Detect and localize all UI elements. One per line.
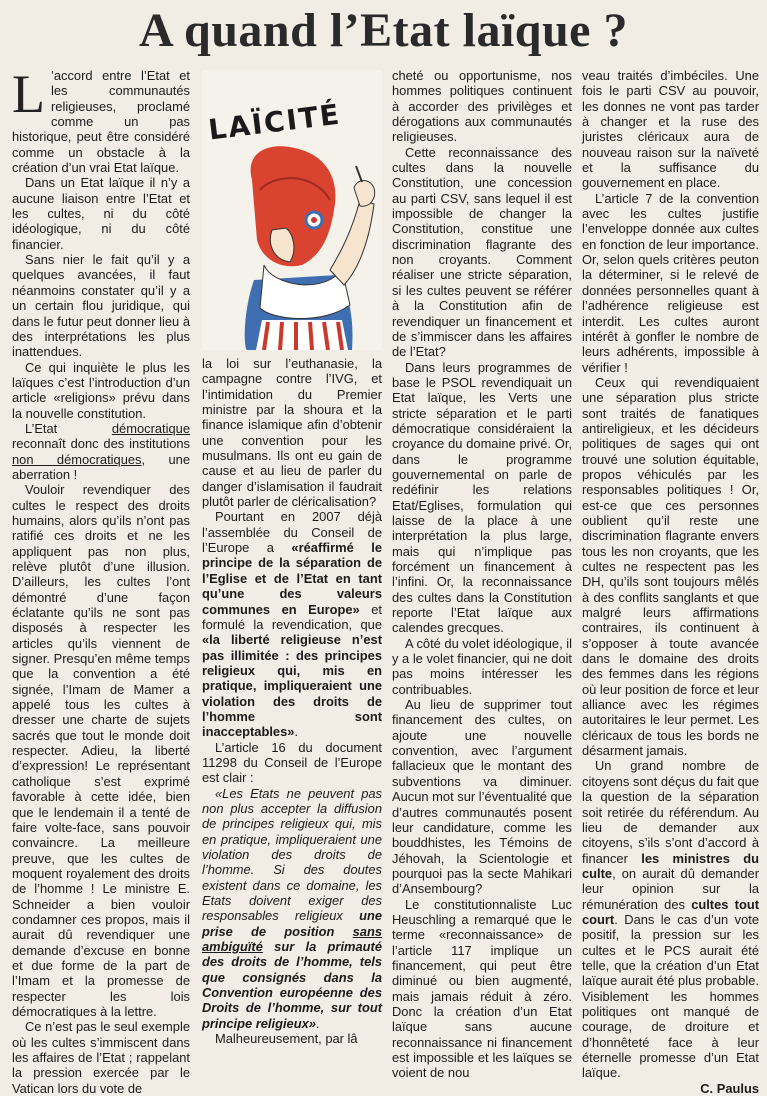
paragraph: Un grand nombre de citoyens sont déçus du fait que la question de la séparation soit retirée du référendum. Au lieu de demander aux citoyens, s’ils s’ont d’accord à financer les ministres du culte, on aurait dû demander leur opinion sur la rémunération des cultes tout court. Dans le cas d’un vote positif, la pression sur les cultes et le PCS aurait été telle, que la création d’un Etat laïque aurait été plus probable. Visiblement les hommes politiques ont manqué de courage, de droiture et d’honnêteté face à leur éternelle promesse d’un Etat laïque. bbox=[582, 758, 760, 1081]
paragraph: Vouloir revendiquer des cultes le respect des droits humains, alors qu’ils n’ont pas ratifié ces droits et ne les appliquent pas non plus, relève plutôt d’une illusion. D’ailleurs, les cultes l’ont démontré d’une façon éclatante qu’ils ne sont pas disposés à respecter les articles qu’ils viennent de signer. Presqu’en même temps que la convention a été signée, l’Imam de Mamer a appelé tous les cultes à dresser une charte de sujets sacrés que tout le monde doit respecter. Adieu, la liberté d’expression! Le représentant catholique s’est exprimé favorable à cette idée, bien que le lendemain il a tenté de faire volte-face, sans pouvoir convaincre. La meilleure preuve, que les cultes de moquent royalement des droits de l’homme ! Le ministre E. Schneider a bien vouloir condamner ces propos, mais il aurait dû revendiquer une demande d’excuse en bonne et due forme de la part de l’Imam et la promesse de respecter les lois démocratiques à la lettre. bbox=[12, 482, 190, 1019]
article-column-4 bbox=[582, 68, 759, 1096]
paragraph: Sans nier le fait qu’il y a quelques avancées, il faut néanmoins constater qu’il y a un certain flou juridique, qui dans le futur peut donner lieu à des interprétations les plus inattendues. bbox=[12, 252, 190, 360]
paragraph: L ’accord entre l’Etat et les communautés religieuses, proclamé comme un pas historique, peut être considéré comme un obstacle à la création d’un vrai Etat laïque. bbox=[12, 64, 190, 176]
paragraph: Ceux qui revendiquaient une séparation plus stricte sont traités de fanatiques antireligieux, et les décideurs politiques de sages qui ont trouvé une solution équitable, propos véhiculés par les responsables politiques ! Or, est-ce que ces personnes oublient qu’il reste une discrimination flagrante envers tous les non croyants, que les cultes ne respectent pas les DH, qu’ils sont toujours mêlés à des conflits sanglants et que malgré leurs affirmations contraires, ils continuent à s’opposer à toute avancée dans le domaine des droits des femmes dans les régions où leur position de force et leur alliance avec les régimes autoritaires le leur permet. Les cléricaux de tous les bords ne désarment jamais. bbox=[582, 374, 759, 759]
paragraph: L’article 7 de la convention avec les cultes justifie l’enveloppe donnée aux cultes en fonction de leur importance. Or, selon quels critères peuton la déterminer, si le relevé de données personnelles quant à l’adhérence religieuse est interdit. Les cultes auront intérêt à gonfler le nombre de leurs adhérents, impossible à vérifier ! bbox=[582, 190, 759, 375]
quote-paragraph: «Les Etats ne peuvent pas non plus accepter la diffusion de principes religieux qui, mis en pratique, impliqueraient une violation des droits de l’homme. Si des doutes existent dans ce domaine, les Etats doivent exiger des responsables religieux une prise de position sans ambiguïté sur la primauté des droits de l’homme, tels que consignés dans la Convention européenne des Droits de l’homme, sur tout principe religieux». bbox=[202, 785, 382, 1031]
paragraph: L’article 16 du document 11298 du Conseil de l’Europe est clair : bbox=[202, 739, 382, 786]
illustration-word: LAÏCITÉ bbox=[206, 97, 343, 147]
marianne-writing-icon bbox=[202, 70, 382, 350]
paragraph: cheté ou opportunisme, nos hommes politiques continuent à accorder des privilèges et dérogations aux communautés religieuses. bbox=[392, 68, 572, 145]
author-signature: C. Paulus bbox=[700, 1080, 759, 1096]
illustration-marianne bbox=[202, 70, 382, 350]
paragraph: Dans un Etat laïque il n’y a aucune liaison entre l’Etat et les cultes, ni du côté idéologique, ni du côté financier. bbox=[12, 175, 190, 252]
paragraph: veau traités d’imbéciles. Une fois le parti CSV au pouvoir, les donnes ne vont pas tarder à changer et la ruse des juristes cléricaux aura de nouveau raison sur la naïveté et la suffisance du gouvernement en place. bbox=[582, 68, 759, 191]
paragraph: Dans leurs programmes de base le PSOL revendiquait un Etat laïque, les Verts une stricte séparation et le parti démocratique considéraient la croyance du domaine privé. Or, dans le programme gouvernemental on parle de redéfinir les relations Etat/Eglises, formulation qui laisse de la place à une interprétation la plus large, mais qui n’implique pas forcément un financement à l’infini. Or, la reconnaissance des cultes dans la Constitution reporte l’Etat laïque aux calendes grecques. bbox=[392, 359, 572, 636]
paragraph: A côté du volet idéologique, il y a le volet financier, qui ne doit pas moins intéresser les contribuables. bbox=[392, 635, 572, 697]
paragraph: Pourtant en 2007 déjà l’assemblée du Conseil de l’Europe a «réaffirmé le principe de la séparation de l’Eglise et de l’Etat en tant qu’une des valeurs communes en Europe» et formulé la revendication, que «la liberté religieuse n’est pas illimitée : des principes religieux qui, mis en pratique, impliqueraient une violation des droits de l’homme sont inacceptables». bbox=[202, 509, 382, 740]
paragraph: Le constitutionnaliste Luc Heuschling a remarqué que le terme «reconnaissance» de l’article 117 implique un financement, qui peut être diminué ou bien augmenté, mais jamais réduit à zéro. Donc la création d’un Etat laïque sans aucune reconnaissance ni financement est impossible et les laïques se voient de nou bbox=[392, 896, 572, 1081]
paragraph: Ce n’est pas le seul exemple où les cultes s’immiscent dans les affaires de l’Etat ; rappelant la pression exercée par le Vatican lors du vote de bbox=[12, 1019, 190, 1096]
article-column-2 bbox=[202, 356, 382, 1046]
article-column-3 bbox=[392, 68, 572, 1081]
paragraph: Au lieu de supprimer tout financement des cultes, on ajoute une nouvelle convention, avec l’argument fallacieux que le montant des subventions va diminuer. Aucun mot sur l’éventualité que d’autres communautés posent leur candidature, comme les bouddhistes, les Témoins de Jéhovah, la Scientologie et pourquoi pas la secte Mahikari d’Ansembourg? bbox=[392, 697, 572, 897]
paragraph: Cette reconnaissance des cultes dans la nouvelle Constitution, une concession au parti CSV, sans lequel il est impossible de changer la Constitution, constitue une discrimination flagrante des non croyants. Comment réaliser une stricte séparation, si les cultes peuvent se référer à la Constitution afin de revendiquer un financement et de s’immiscer dans les affaires de l’Etat? bbox=[392, 144, 572, 360]
drop-cap: L bbox=[12, 64, 45, 124]
paragraph: la loi sur l’euthanasie, la campagne contre l’IVG, et l’intimidation du Premier ministre par la shoura et la finance islamique afin d’obtenir une convention pour les musulmans. Ils ont eu gain de cause et au lieu de parler du danger d’islamisation il faudrait plutôt parler de cléricalisation? bbox=[202, 356, 382, 510]
headline: A quand l’Etat laïque ? bbox=[139, 4, 628, 57]
article-column-1 bbox=[12, 64, 190, 1096]
paragraph: L’Etat démocratique reconnaît donc des institutions non démocratiques, une aberration ! bbox=[12, 420, 190, 482]
paragraph: Ce qui inquiète le plus les laïques c’est l’introduction d’un article «religions» prévu dans la nouvelle constitution. bbox=[12, 359, 190, 421]
paragraph: Malheureusement, par lâ bbox=[215, 1031, 358, 1047]
